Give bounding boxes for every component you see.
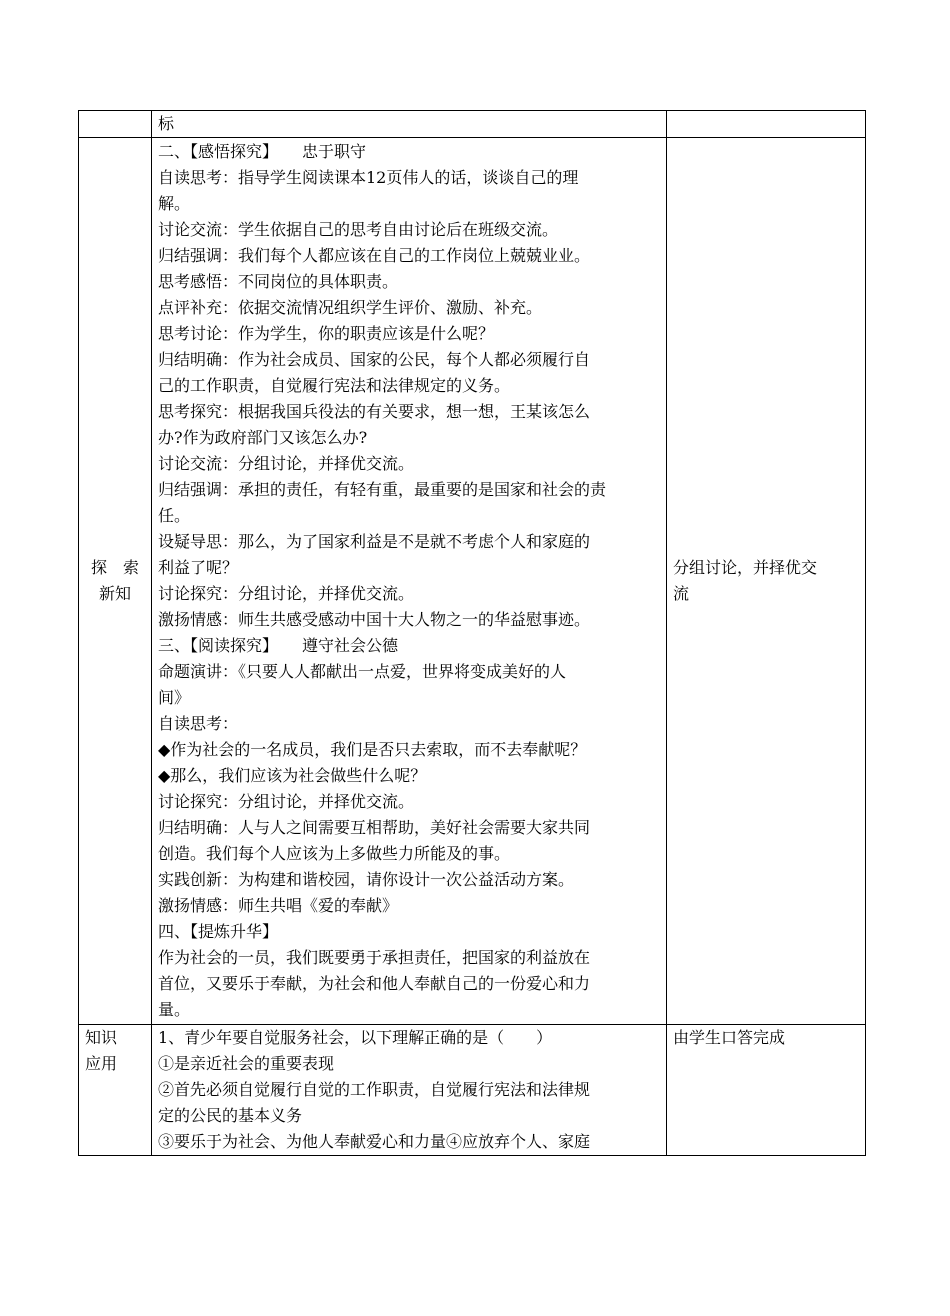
content-line: ②首先必须自觉履行自觉的工作职责，自觉履行宪法和法律规 [158,1080,591,1099]
content-line: 任。 [158,506,191,525]
content-line: ◆作为社会的一名成员，我们是否只去索取，而不去奉献呢？ [158,740,587,759]
content-line: ①是亲近社会的重要表现 [158,1054,335,1073]
top-cell-content: 标 [152,111,667,138]
content-line: 命题演讲：《只要人人都献出一点爱，世界将变成美好的人 [158,662,567,681]
content-line: 利益了呢？ [158,558,239,577]
note-line: 流 [673,584,690,603]
content-line: 四、【提炼升华】 [158,922,279,941]
content-line: ③要乐于为社会、为他人奉献爱心和力量④应放弃个人、家庭 [158,1132,591,1151]
table-row-apply [79,1025,866,1156]
content-line: 归结强调：我们每个人都应该在自己的工作岗位上兢兢业业。 [158,246,591,265]
table-row-top [79,111,866,138]
explore-section-label [79,138,152,1025]
content-line: 首位，又要乐于奉献，为社会和他人奉献自己的一份爱心和力 [158,974,591,993]
content-line: 讨论探究：分组讨论，并择优交流。 [158,584,415,603]
content-line: 归结强调：承担的责任，有轻有重，最重要的是国家和社会的责 [158,480,607,499]
apply-label-line: 知识 [85,1028,118,1047]
content-line: 间》 [158,688,191,707]
content-line: 思考感悟：不同岗位的具体职责。 [158,272,399,291]
content-line: 解。 [158,194,191,213]
content-line: 三、【阅读探究】 遵守社会公德 [158,636,399,655]
content-line: 设疑导思：那么，为了国家利益是不是就不考虑个人和家庭的 [158,532,591,551]
content-line: 己的工作职责，自觉履行宪法和法律规定的义务。 [158,376,511,395]
content-line: 点评补充：依据交流情况组织学生评价、激励、补充。 [158,298,543,317]
explore-content [152,138,667,1025]
content-line: 归结明确：人与人之间需要互相帮助，美好社会需要大家共同 [158,818,591,837]
explore-note [667,138,866,1025]
content-line: 激扬情感：师生共唱《爱的奉献》 [158,896,399,915]
content-line: 量。 [158,1000,191,1019]
content-line: 二、【感悟探究】 忠于职守 [158,142,367,161]
content-line: 归结明确：作为社会成员、国家的公民，每个人都必须履行自 [158,350,591,369]
content-line: 思考讨论：作为学生，你的职责应该是什么呢？ [158,324,495,343]
content-line: 激扬情感：师生共感受感动中国十大人物之一的华益慰事迹。 [158,610,591,629]
content-line: 办?作为政府部门又该怎么办? [158,428,368,447]
apply-content [152,1025,667,1156]
note-line: 分组讨论，并择优交 [673,558,818,577]
content-line: 定的公民的基本义务 [158,1106,303,1125]
lesson-plan-table [78,110,866,1156]
content-line: 讨论交流：分组讨论，并择优交流。 [158,454,415,473]
content-line: 自读思考： [158,714,239,733]
content-line: 自读思考：指导学生阅读课本12页伟人的话，谈谈自己的理 [158,168,579,187]
content-line: 作为社会的一员，我们既要勇于承担责任，把国家的利益放在 [158,948,591,967]
apply-section-label [79,1025,152,1156]
content-line: ◆那么，我们应该为社会做些什么呢？ [158,766,427,785]
top-cell-note [667,111,866,138]
content-line: 创造。我们每个人应该为上多做些力所能及的事。 [158,844,511,863]
content-line: 思考探究：根据我国兵役法的有关要求，想一想，王某该怎么 [158,402,591,421]
content-line: 讨论探究：分组讨论，并择优交流。 [158,792,415,811]
explore-label-line: 新知 [98,584,131,603]
top-cell-label [79,111,152,138]
table-row-explore [79,138,866,1025]
apply-label-line: 应用 [85,1054,118,1073]
content-line: 1、青少年要自觉服务社会，以下理解正确的是（ ） [158,1028,553,1047]
explore-label-line: 探 索 [90,558,139,577]
apply-note: 由学生口答完成 [667,1025,866,1156]
content-line: 讨论交流：学生依据自己的思考自由讨论后在班级交流。 [158,220,559,239]
content-line: 实践创新：为构建和谐校园，请你设计一次公益活动方案。 [158,870,575,889]
